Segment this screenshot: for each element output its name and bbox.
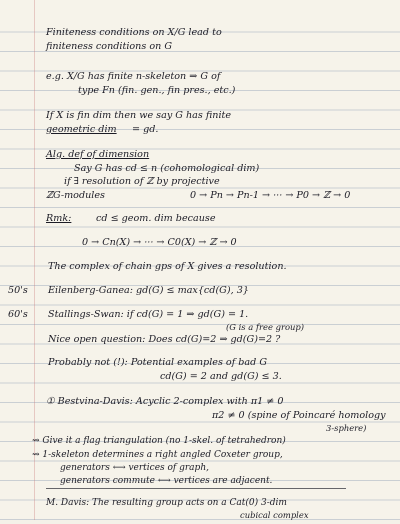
margin-note: 60's <box>8 309 28 320</box>
note-text: if ∃ resolution of ℤ by projective <box>64 176 220 187</box>
note-line <box>0 258 400 276</box>
note-text: Probably not (!): Potential examples of bad G <box>48 357 268 368</box>
note-text: (G is a free group) <box>226 322 305 332</box>
note-line <box>0 331 400 349</box>
note-text: 0 → Pn → Pn-1 → ··· → P0 → ℤ → 0 <box>190 190 351 201</box>
note-text: Nice open question: Does cd(G)=2 ⇒ gd(G)=2 ? <box>48 334 281 345</box>
note-line <box>0 234 400 252</box>
remark-label: Rmk: <box>46 213 72 224</box>
margin-note: 50's <box>8 285 28 296</box>
note-line <box>0 38 400 56</box>
note-text: 3-sphere) <box>326 423 367 433</box>
note-text: cubical complex <box>240 510 309 520</box>
note-line <box>0 187 400 205</box>
note-text: ① Bestvina-Davis: Acyclic 2-complex with π1 ≠ 0 <box>46 396 284 407</box>
section-heading: Alg. def of dimension <box>46 149 150 160</box>
note-text: ℤG-modules <box>46 190 105 201</box>
note-line <box>0 210 400 228</box>
note-line <box>0 506 400 524</box>
note-text: M. Davis: The resulting group acts on a Cat(0) 3-dim <box>46 498 287 508</box>
note-line <box>0 368 400 386</box>
note-text: 0 → Cn(X) → ··· → C0(X) → ℤ → 0 <box>82 237 237 248</box>
note-text: Finiteness conditions on X/G lead to <box>46 27 222 38</box>
divider <box>46 488 346 489</box>
note-line <box>0 82 400 100</box>
note-text: generators ⟷ vertices of graph, <box>60 463 209 473</box>
note-text: cd(G) = 2 and gd(G) ≤ 3. <box>160 371 282 382</box>
note-text: Eilenberg-Ganea: gd(G) ≤ max{cd(G), 3} <box>48 285 249 296</box>
note-text: If X is fin dim then we say G has finite <box>46 110 232 121</box>
note-text: ⇝ Give it a flag triangulation (no 1-skel. of tetrahedron) <box>32 436 286 446</box>
note-text: Stallings-Swan: if cd(G) = 1 ⇒ gd(G) = 1. <box>48 309 249 320</box>
note-text: The complex of chain gps of X gives a resolution. <box>48 261 287 272</box>
note-text: π2 ≠ 0 (spine of Poincaré homology <box>212 410 386 421</box>
note-text: cd ≤ geom. dim because <box>96 213 216 224</box>
note-line <box>0 121 400 139</box>
note-text: finiteness conditions on G <box>46 41 172 52</box>
note-text: e.g. X/G has finite n-skeleton ⇒ G of <box>46 71 221 82</box>
note-line <box>0 282 400 300</box>
note-text: generators commute ⟷ vertices are adjacent. <box>60 476 273 486</box>
note-text: ⇝ 1-skeleton determines a right angled Coxeter group, <box>32 450 283 460</box>
note-text: type Fn (fin. gen., fin pres., etc.) <box>78 85 236 96</box>
note-text: Say G has cd ≤ n (cohomological dim) <box>74 163 260 174</box>
note-text-underlined: geometric dim <box>46 124 117 135</box>
note-text: = gd. <box>132 124 159 135</box>
